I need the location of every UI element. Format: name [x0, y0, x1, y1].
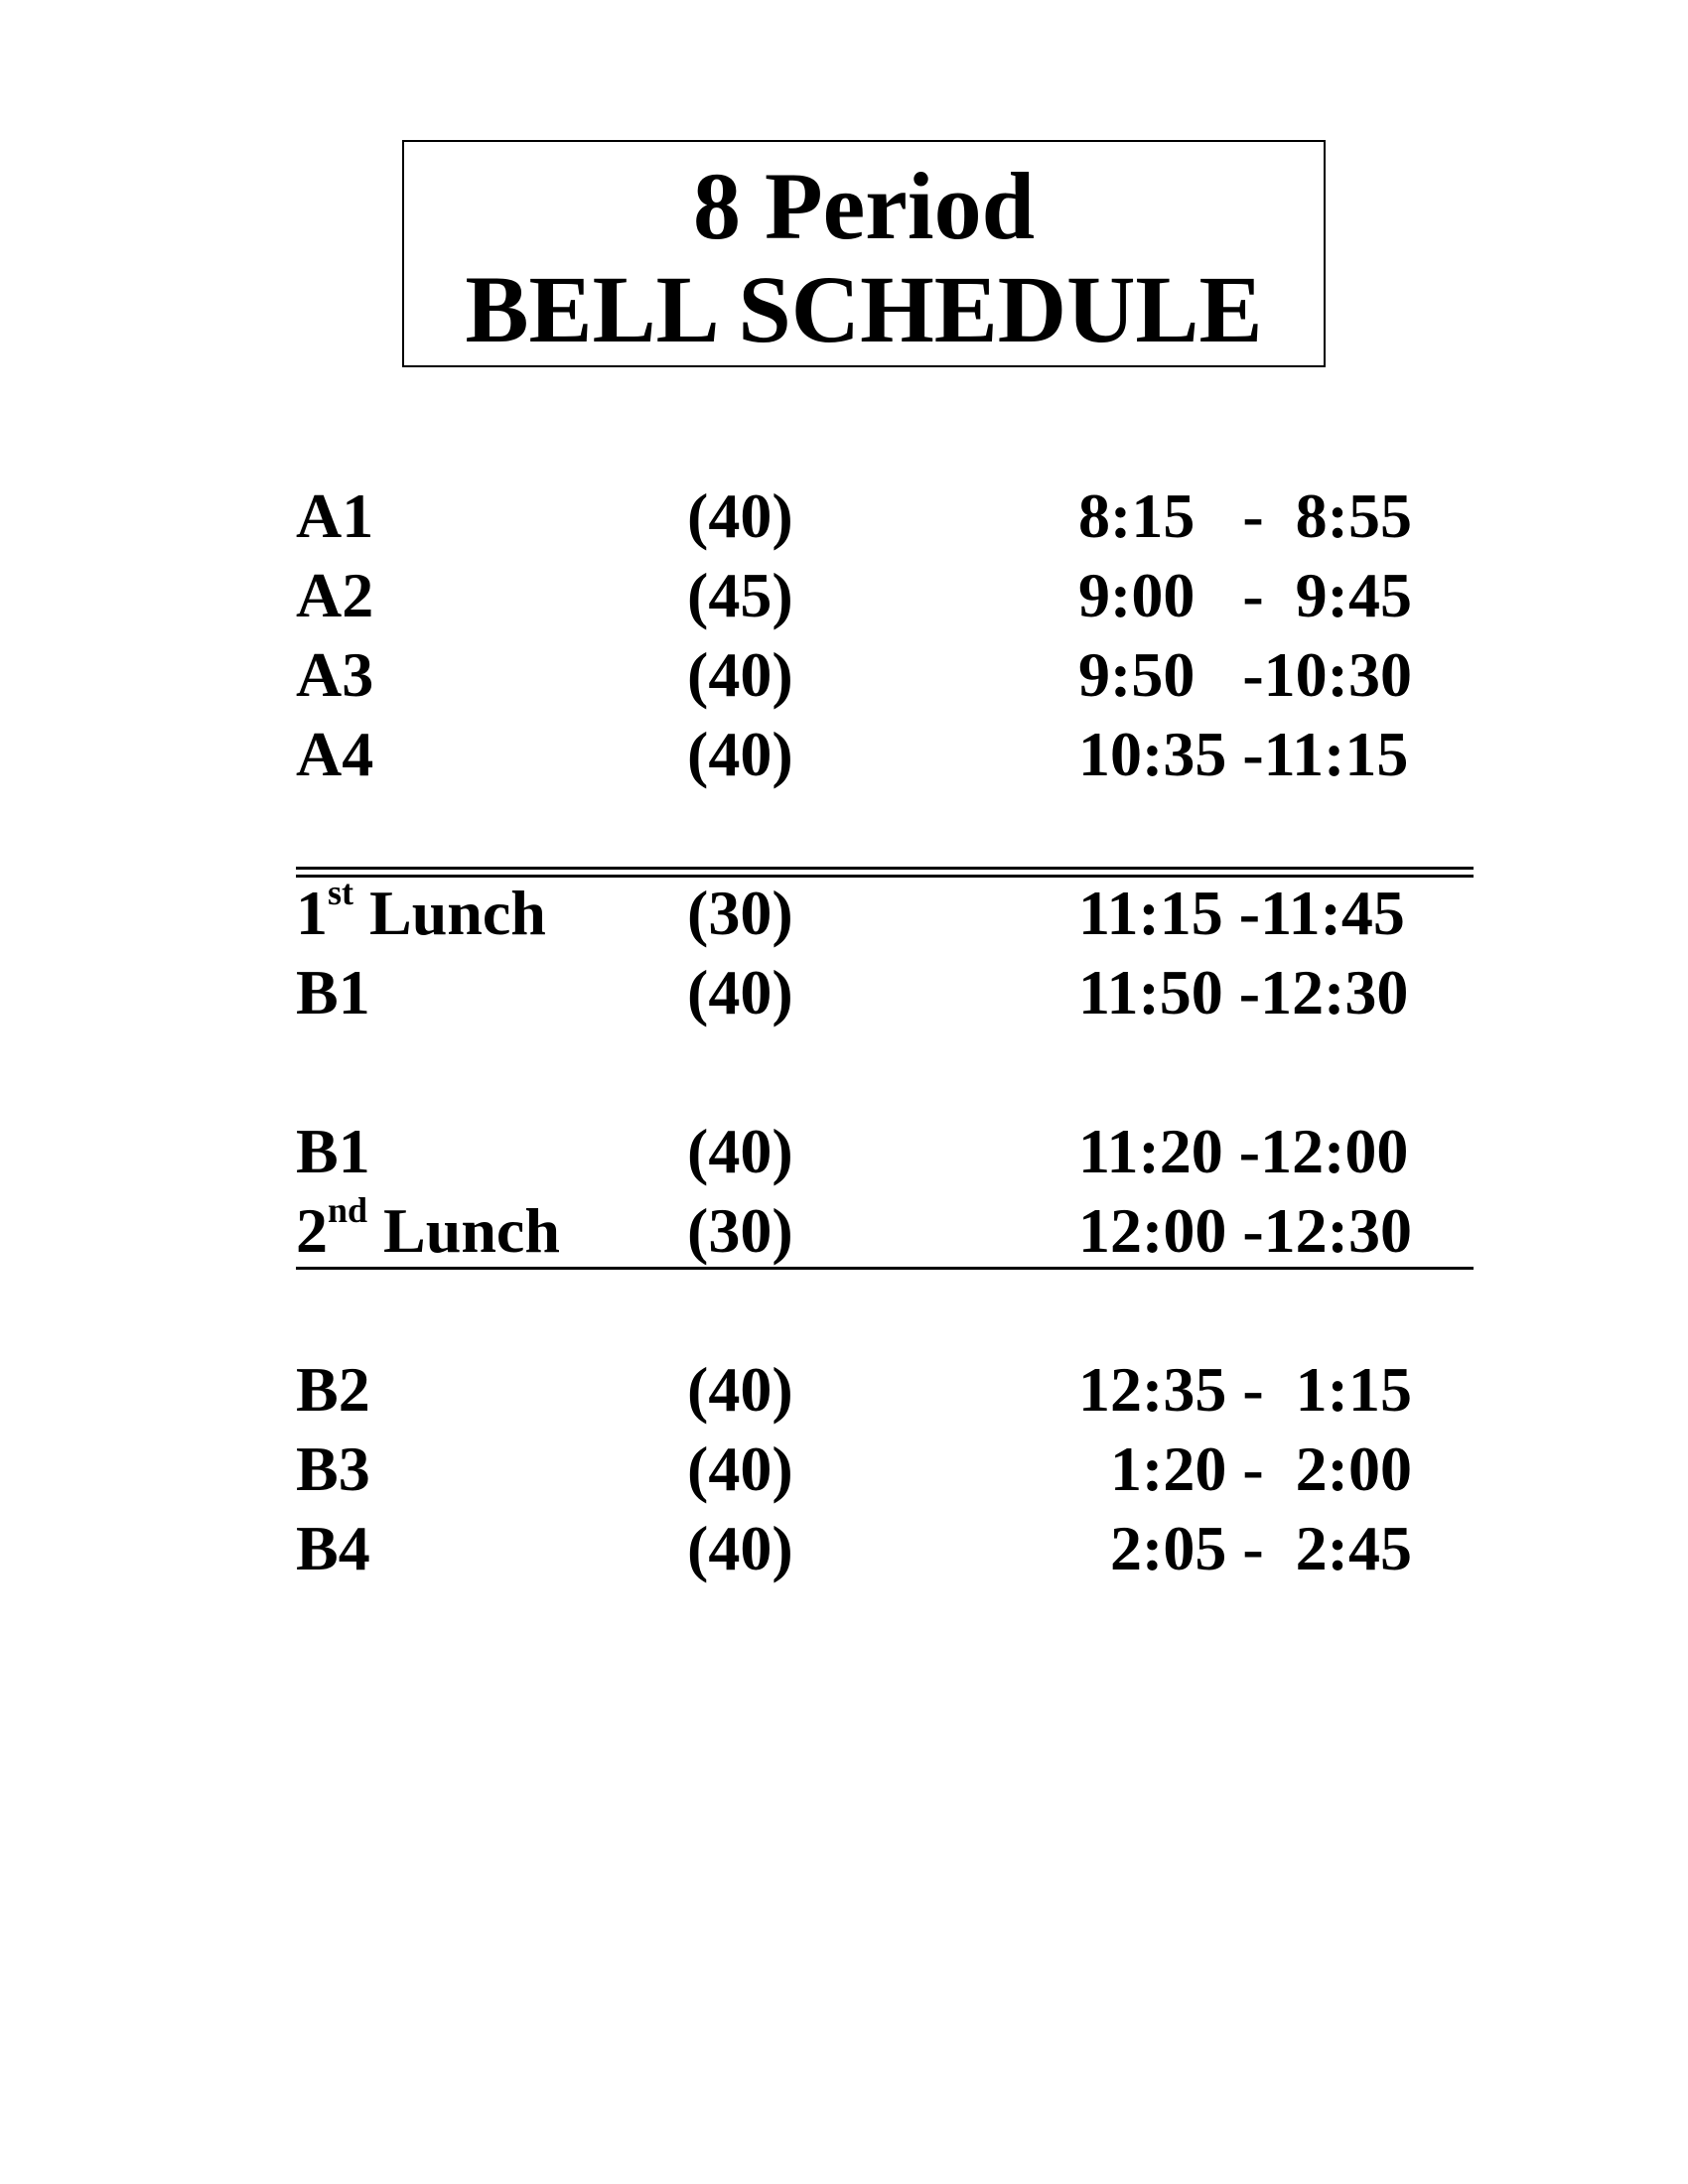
period-label: A1 [296, 480, 374, 551]
lunch-word: Lunch [353, 878, 546, 948]
period-time: 2:05 - 2:45 [1078, 1513, 1412, 1583]
ordinal-suffix: nd [328, 1189, 368, 1230]
period-label: B1 [296, 1116, 370, 1186]
schedule-row-b2 [296, 1350, 1438, 1430]
ordinal-suffix: st [328, 872, 353, 912]
period-time: 11:50 -12:30 [1078, 957, 1409, 1027]
period-label: B2 [296, 1354, 370, 1425]
schedule-row-b1-after-lunch [296, 953, 1438, 1032]
schedule-row-b1-before-lunch [296, 1112, 1438, 1191]
period-time: 11:20 -12:00 [1078, 1116, 1409, 1186]
schedule-row-second-lunch [296, 1191, 1438, 1271]
schedule-row-a1 [296, 477, 1438, 556]
period-time: 9:00 - 9:45 [1078, 560, 1412, 630]
lunch-number: 1 [296, 878, 328, 948]
period-minutes: (30) [687, 1195, 793, 1266]
period-minutes: (40) [687, 1513, 793, 1583]
period-label: B1 [296, 957, 370, 1027]
schedule-row-first-lunch [296, 874, 1438, 953]
period-time: 9:50 -10:30 [1078, 639, 1412, 710]
period-minutes: (40) [687, 480, 793, 551]
single-rule [296, 1267, 1474, 1270]
double-rule-top [296, 867, 1474, 870]
period-minutes: (40) [687, 957, 793, 1027]
period-label: A2 [296, 560, 374, 630]
title-line-2: BELL SCHEDULE [465, 256, 1263, 362]
period-minutes: (40) [687, 639, 793, 710]
period-minutes: (40) [687, 1433, 793, 1504]
schedule-row-b4 [296, 1509, 1438, 1588]
title-line-1: 8 Period [693, 153, 1035, 259]
schedule-row-a2 [296, 556, 1438, 635]
schedule-row-a4 [296, 715, 1438, 794]
period-minutes: (40) [687, 1116, 793, 1186]
period-label: A3 [296, 639, 374, 710]
title-box [402, 140, 1326, 367]
period-time: 12:00 -12:30 [1078, 1195, 1412, 1266]
period-label: B3 [296, 1433, 370, 1504]
period-time: 8:15 - 8:55 [1078, 480, 1412, 551]
schedule-row-b3 [296, 1430, 1438, 1509]
period-time: 1:20 - 2:00 [1078, 1433, 1412, 1504]
lunch-number: 2 [296, 1195, 328, 1266]
period-label [296, 874, 546, 953]
period-time: 11:15 -11:45 [1078, 878, 1405, 948]
period-time: 10:35 -11:15 [1078, 719, 1409, 789]
period-label: B4 [296, 1513, 370, 1583]
period-minutes: (40) [687, 719, 793, 789]
lunch-word: Lunch [367, 1195, 560, 1266]
period-time: 12:35 - 1:15 [1078, 1354, 1412, 1425]
schedule-row-a3 [296, 635, 1438, 715]
period-label [296, 1191, 560, 1271]
period-minutes: (40) [687, 1354, 793, 1425]
period-minutes: (45) [687, 560, 793, 630]
period-minutes: (30) [687, 878, 793, 948]
period-label: A4 [296, 719, 374, 789]
